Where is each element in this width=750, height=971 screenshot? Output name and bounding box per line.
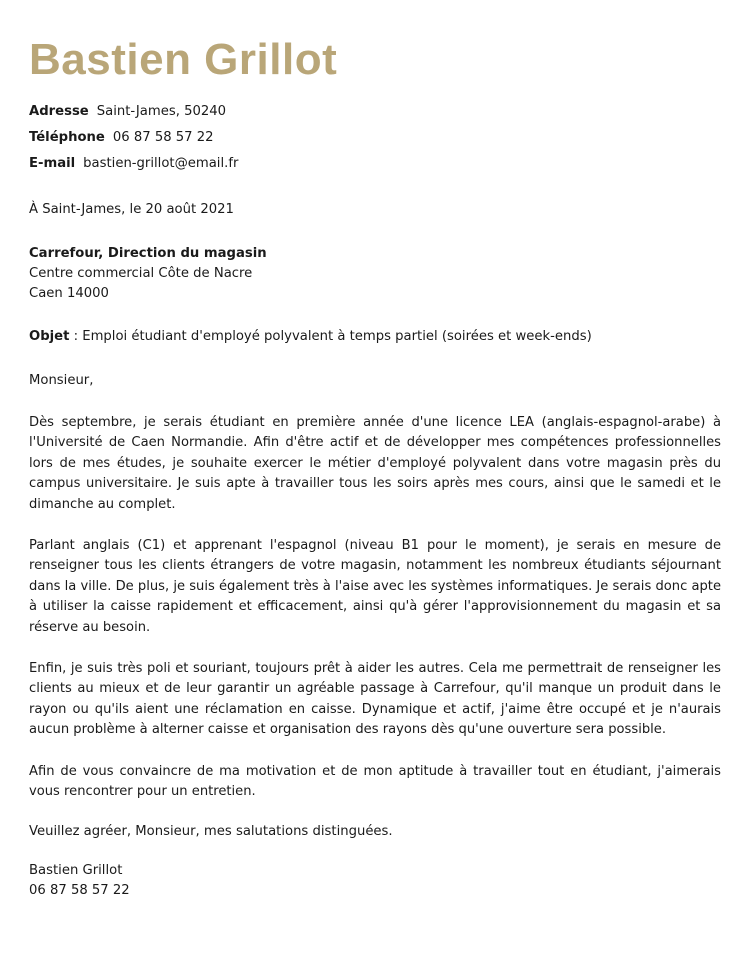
signature-phone: 06 87 58 57 22 — [29, 883, 130, 898]
paragraph-2: Parlant anglais (C1) et apprenant l'espagnol (niveau B1 pour le moment), je serais en mesure de renseigner tous les clients étrangers de votre magasin, notamment les nombreux étudiants séjournant dans la ville. De plus, je suis également très à l'aise avec les systèmes informatiques. Je serais donc apte à utiliser la caisse rapidement et efficacement, ainsi qu'à gérer l'approvisionnement du magasin et sa réserve au besoin. — [29, 538, 721, 635]
paragraph-1: Dès septembre, je serais étudiant en première année d'une licence LEA (anglais-espagnol-arabe) à l'Université de Caen Normandie. Afin d'être actif et de développer mes compétences professionnelles lors de mes études, je souhaite exercer le métier d'employé polyvalent dans votre magasin près du campus universitaire. Je suis apte à travailler tous les soirs après mes cours, ainsi que le samedi et le dimanche au complet. — [29, 415, 721, 512]
phone-label: Téléphone — [29, 130, 105, 145]
recipient-line-2: Caen 14000 — [29, 286, 109, 301]
email-label: E-mail — [29, 156, 76, 171]
object-text: : Emploi étudiant d'employé polyvalent à temps partiel (soirées et week-ends) — [69, 329, 592, 344]
closing: Veuillez agréer, Monsieur, mes salutations distinguées. — [29, 824, 393, 839]
object-label: Objet — [29, 329, 70, 344]
sender-name: Bastien Grillot — [29, 35, 338, 84]
phone-value: 06 87 58 57 22 — [112, 130, 214, 145]
address-value: Saint-James, 50240 — [96, 104, 227, 119]
recipient-name: Carrefour, Direction du magasin — [29, 246, 267, 261]
place-date: À Saint-James, le 20 août 2021 — [29, 202, 234, 217]
address-label: Adresse — [29, 104, 89, 119]
paragraph-4: Afin de vous convaincre de ma motivation et de mon aptitude à travailler tout en étudiant, j'aimerais vous rencontrer pour un entretien. — [29, 764, 721, 800]
recipient-line-1: Centre commercial Côte de Nacre — [29, 266, 253, 281]
object-line — [29, 327, 721, 347]
email-value: bastien-grillot@email.fr — [83, 156, 239, 171]
email-line — [29, 155, 238, 172]
salutation: Monsieur, — [29, 373, 94, 388]
phone-line — [29, 129, 214, 146]
paragraph-3: Enfin, je suis très poli et souriant, toujours prêt à aider les autres. Cela me permettrait de renseigner les clients au mieux et de leur garantir un agréable passage à Carrefour, qu'il manque un produit dans le rayon ou qu'ils aient une réclamation en caisse. Dynamique et actif, j'aime être occupé et je n'aurais aucun problème à alterner caisse et organisation des rayons dès qu'une ouverture sera possible. — [29, 661, 721, 738]
recipient — [29, 244, 721, 304]
signature-name: Bastien Grillot — [29, 863, 123, 878]
signature — [29, 861, 721, 901]
address-line — [29, 103, 226, 120]
